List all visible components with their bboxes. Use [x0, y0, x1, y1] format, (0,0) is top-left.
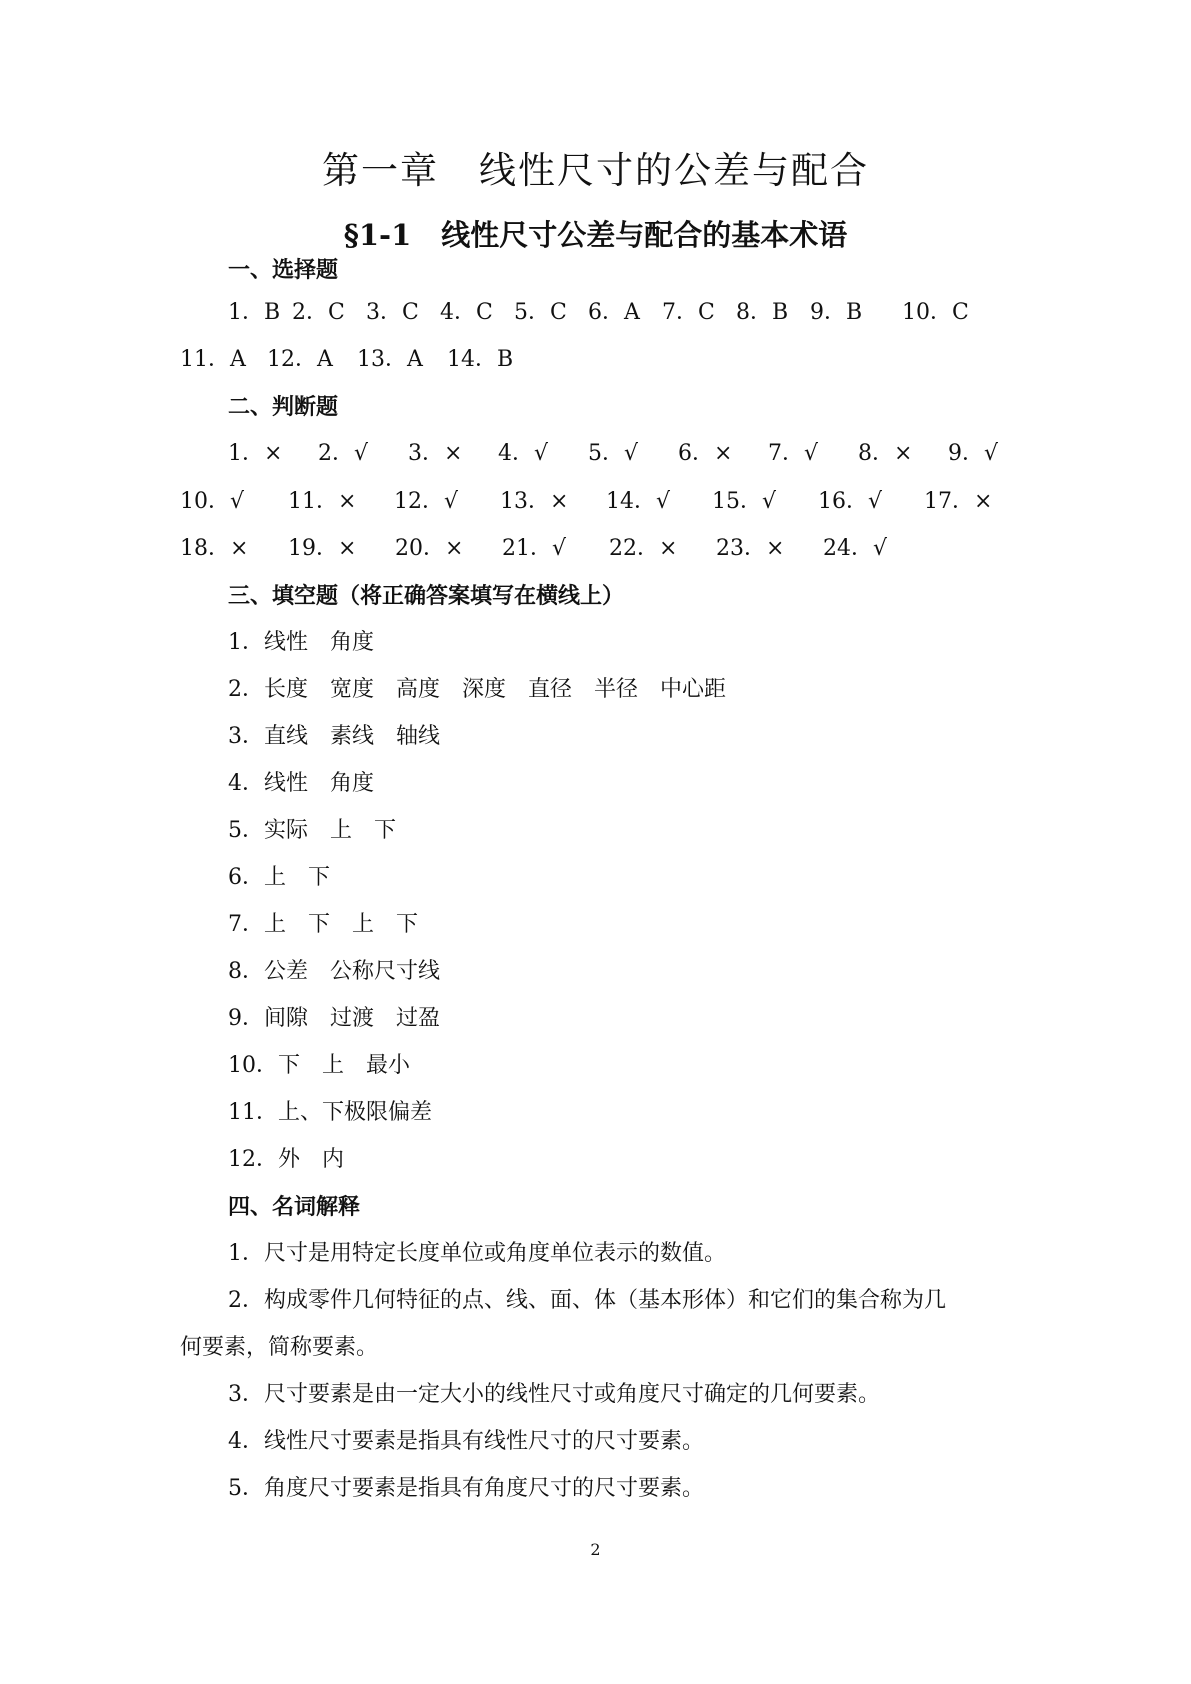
fill-blank-item: 5．实际 上 下: [228, 818, 396, 843]
fill-blank-item: 1．线性 角度: [228, 630, 374, 655]
answer-item: 23．×: [716, 536, 785, 561]
answer-item: 7．√: [768, 441, 819, 466]
definition-item: 3．尺寸要素是由一定大小的线性尺寸或角度尺寸确定的几何要素。: [228, 1382, 880, 1407]
fill-blank-item: 6．上 下: [228, 865, 330, 890]
definition-item: 5．角度尺寸要素是指具有角度尺寸的尺寸要素。: [228, 1476, 704, 1501]
chapter-number: 第一章: [322, 149, 439, 192]
definition-item-continuation: 何要素，简称要素。: [180, 1335, 379, 1360]
definition-item: 2．构成零件几何特征的点、线、面、体（基本形体）和它们的集合称为几: [228, 1288, 946, 1313]
section-number: §1-1: [343, 218, 412, 252]
answer-item: 5．C: [514, 300, 567, 325]
fill-blank-item: 7．上 下 上 下: [228, 912, 418, 937]
answer-item: 8．×: [858, 441, 913, 466]
answer-row: [180, 345, 513, 375]
answer-item: 2．√: [318, 441, 369, 466]
answer-item: 16．√: [818, 489, 883, 514]
answer-row: [228, 439, 998, 469]
answer-item: 18．×: [180, 536, 249, 561]
answer-item: 9．B: [810, 300, 863, 325]
section-heading-true-false: 二、判断题: [228, 394, 339, 420]
answer-item: 13．A: [357, 347, 423, 372]
answer-row: [180, 487, 992, 517]
definition-item: 4．线性尺寸要素是指具有线性尺寸的尺寸要素。: [228, 1429, 704, 1454]
answer-item: 10．C: [902, 300, 969, 325]
answer-item: 12．A: [267, 347, 333, 372]
answer-row: [228, 298, 969, 328]
answer-item: 14．√: [606, 489, 671, 514]
answer-item: 5．√: [588, 441, 639, 466]
chapter-title: [0, 140, 1191, 194]
answer-item: 17．×: [924, 489, 993, 514]
answer-item: 8．B: [736, 300, 789, 325]
answer-item: 19．×: [288, 536, 357, 561]
fill-blank-item: 4．线性 角度: [228, 771, 374, 796]
answer-row: [180, 534, 887, 564]
answer-item: 15．√: [712, 489, 777, 514]
answer-item: 2．C: [292, 300, 345, 325]
answer-item: 14．B: [447, 347, 514, 372]
answer-item: 6．×: [678, 441, 733, 466]
answer-item: 13．×: [500, 489, 569, 514]
section-heading-definitions: 四、名词解释: [228, 1194, 361, 1220]
answer-item: 3．C: [366, 300, 419, 325]
answer-item: 1．B: [228, 300, 281, 325]
fill-blank-item: 10．下 上 最小: [228, 1053, 410, 1078]
answer-item: 6．A: [588, 300, 640, 325]
fill-blank-item: 2．长度 宽度 高度 深度 直径 半径 中心距: [228, 677, 726, 702]
answer-item: 24．√: [823, 536, 888, 561]
answer-item: 11．×: [288, 489, 357, 514]
answer-item: 12．√: [394, 489, 459, 514]
section-name: 线性尺寸公差与配合的基本术语: [441, 218, 848, 252]
answer-item: 11．A: [180, 347, 246, 372]
page-number: 2: [590, 1540, 601, 1559]
answer-item: 20．×: [395, 536, 464, 561]
chapter-name: 线性尺寸的公差与配合: [479, 149, 869, 192]
fill-blank-item: 11．上、下极限偏差: [228, 1100, 432, 1125]
fill-blank-item: 9．间隙 过渡 过盈: [228, 1006, 440, 1031]
answer-item: 7．C: [662, 300, 715, 325]
answer-item: 10．√: [180, 489, 245, 514]
answer-item: 22．×: [609, 536, 678, 561]
fill-blank-item: 8．公差 公称尺寸线: [228, 959, 440, 984]
answer-item: 21．√: [502, 536, 567, 561]
answer-item: 1．×: [228, 441, 283, 466]
section-heading-multiple-choice: 一、选择题: [228, 257, 339, 283]
answer-item: 4．C: [440, 300, 493, 325]
definition-item: 1．尺寸是用特定长度单位或角度单位表示的数值。: [228, 1241, 726, 1266]
fill-blank-item: 3．直线 素线 轴线: [228, 724, 440, 749]
section-title: [0, 213, 1191, 254]
answer-item: 4．√: [498, 441, 549, 466]
answer-item: 9．√: [948, 441, 999, 466]
fill-blank-item: 12．外 内: [228, 1147, 344, 1172]
section-heading-fill-blank: 三、填空题（将正确答案填写在横线上）: [228, 583, 625, 609]
answer-item: 3．×: [408, 441, 463, 466]
